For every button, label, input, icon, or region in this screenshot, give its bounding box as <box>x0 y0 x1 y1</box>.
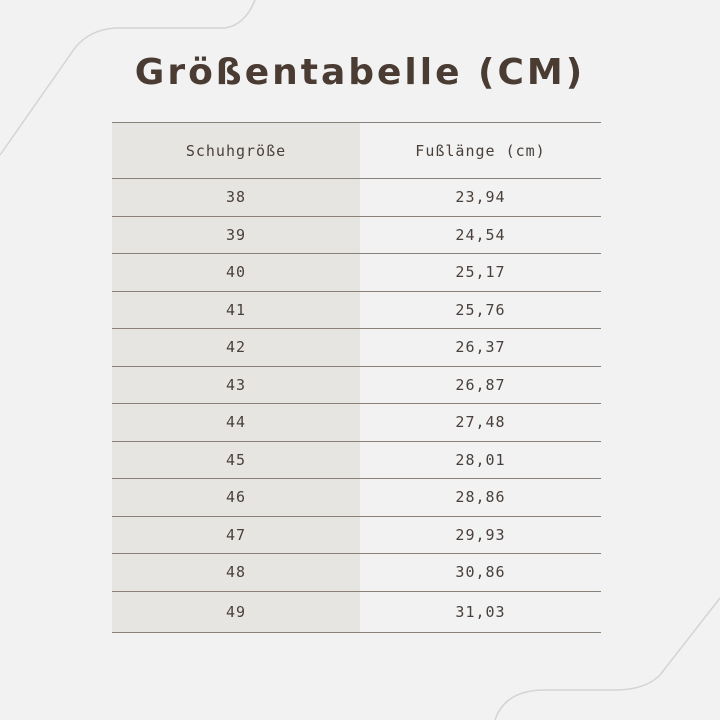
shoe-size-cell: 40 <box>112 254 360 292</box>
header-shoe-size: Schuhgröße <box>112 123 360 179</box>
table-row <box>112 554 601 592</box>
table-header-row <box>112 123 601 179</box>
table-row <box>112 441 601 479</box>
shoe-size-cell: 44 <box>112 404 360 442</box>
table-row <box>112 591 601 632</box>
foot-length-cell: 31,03 <box>360 591 601 632</box>
foot-length-cell: 28,86 <box>360 479 601 517</box>
header-foot-length: Fußlänge (cm) <box>360 123 601 179</box>
shoe-size-cell: 45 <box>112 441 360 479</box>
table-row <box>112 366 601 404</box>
foot-length-cell: 29,93 <box>360 516 601 554</box>
table-row <box>112 291 601 329</box>
size-chart-table <box>112 122 601 633</box>
foot-length-cell: 30,86 <box>360 554 601 592</box>
foot-length-cell: 26,87 <box>360 366 601 404</box>
foot-length-cell: 25,17 <box>360 254 601 292</box>
shoe-size-cell: 49 <box>112 591 360 632</box>
foot-length-cell: 23,94 <box>360 179 601 217</box>
table-row <box>112 254 601 292</box>
foot-length-cell: 26,37 <box>360 329 601 367</box>
shoe-size-cell: 47 <box>112 516 360 554</box>
shoe-size-cell: 38 <box>112 179 360 217</box>
table-row <box>112 516 601 554</box>
table-row <box>112 479 601 517</box>
shoe-size-cell: 43 <box>112 366 360 404</box>
table-row <box>112 404 601 442</box>
shoe-size-cell: 41 <box>112 291 360 329</box>
page-title: Größentabelle (CM) <box>134 52 586 93</box>
foot-length-cell: 25,76 <box>360 291 601 329</box>
table-row <box>112 329 601 367</box>
shoe-size-cell: 42 <box>112 329 360 367</box>
foot-length-cell: 28,01 <box>360 441 601 479</box>
shoe-size-cell: 46 <box>112 479 360 517</box>
table-row <box>112 179 601 217</box>
table-row <box>112 216 601 254</box>
shoe-size-cell: 39 <box>112 216 360 254</box>
foot-length-cell: 24,54 <box>360 216 601 254</box>
shoe-size-cell: 48 <box>112 554 360 592</box>
foot-length-cell: 27,48 <box>360 404 601 442</box>
